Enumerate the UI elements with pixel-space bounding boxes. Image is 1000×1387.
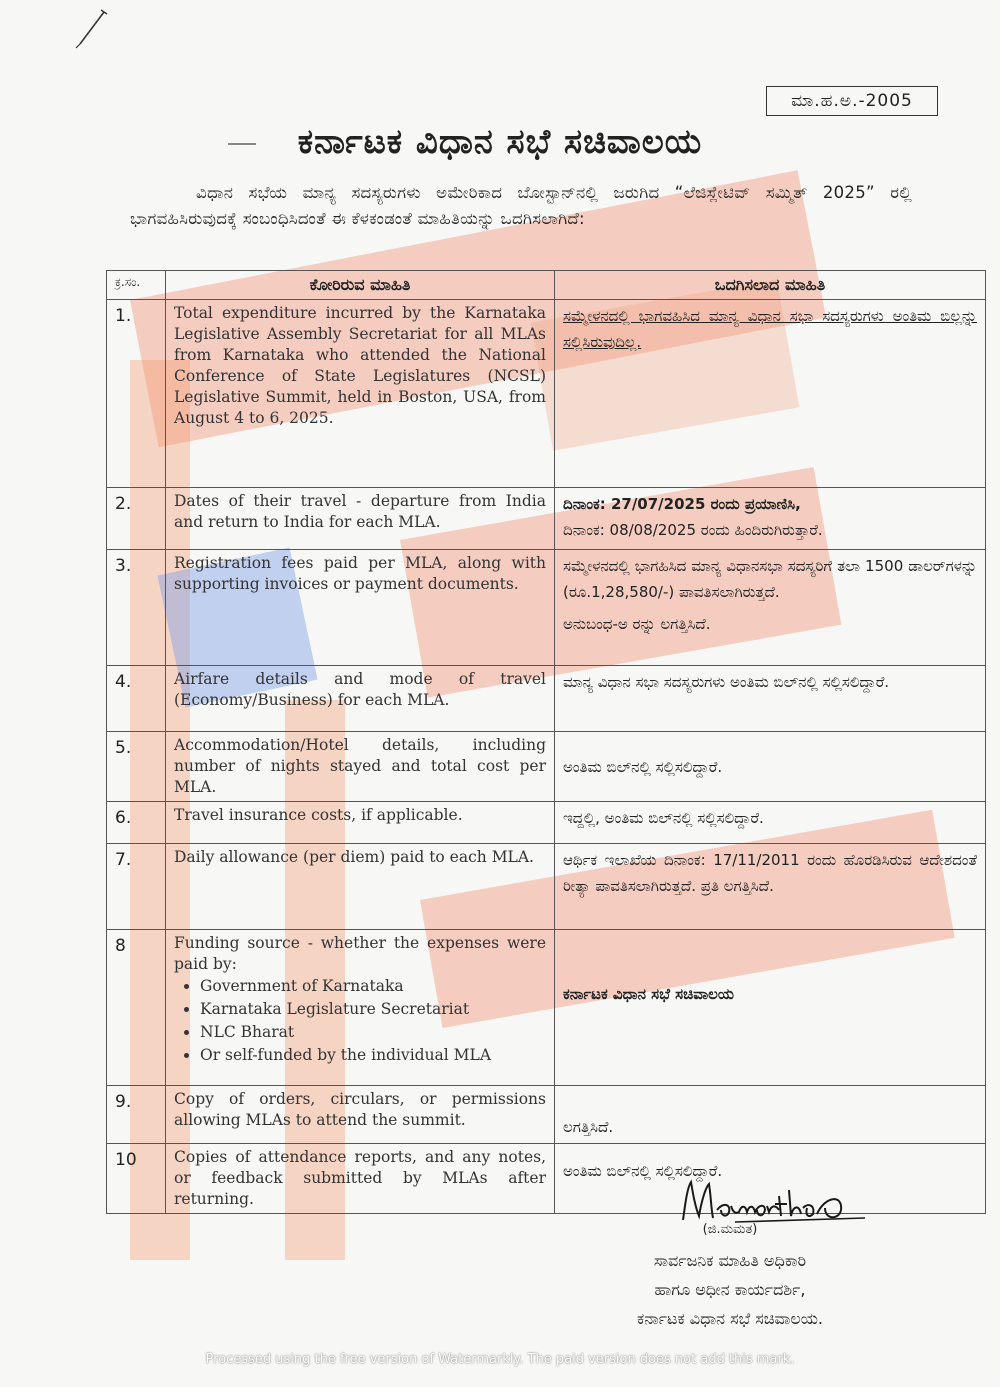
row-provided: ಸಮ್ಮೇಳನದಲ್ಲಿ ಭಾಗವಹಿಸಿದ ಮಾನ್ಯ ವಿಧಾನ ಸಭಾ ಸದಸ್ಯರುಗಳು ಅಂತಿಮ ಬಿಲ್ಲನ್ನು ಸಲ್ಲಿಸಿರುವುದಿಲ್ಲ. — [555, 300, 986, 488]
row-provided: ಅಂತಿಮ ಬಿಲ್‌ನಲ್ಲಿ ಸಲ್ಲಿಸಲಿದ್ದಾರೆ. — [555, 1144, 986, 1214]
row-requested: Dates of their travel - departure from India and return to India for each MLA. — [166, 488, 555, 550]
row-provided: ಇದ್ದಲ್ಲಿ, ಅಂತಿಮ ಬಿಲ್‌ನಲ್ಲಿ ಸಲ್ಲಿಸಲಿದ್ದಾರೆ. — [555, 802, 986, 844]
watermark-notice: Processed using the free version of Watermarkly. The paid version does not add this mark. — [205, 1352, 795, 1367]
provided-line: ದಿನಾಂಕ: 27/07/2025 ರಂದು ಪ್ರಯಾಣಿಸಿ, — [563, 495, 801, 513]
row-requested: Daily allowance (per diem) paid to each MLA. — [166, 844, 555, 930]
table-row — [107, 550, 986, 666]
row-sl: 4. — [107, 666, 166, 732]
funding-option: • NLC Bharat — [200, 1021, 546, 1044]
provided-line: ಅನುಬಂಧ-ಅ ರನ್ನು ಲಗತ್ತಿಸಿದೆ. — [563, 615, 711, 633]
table-row — [107, 732, 986, 802]
intro-paragraph: ವಿಧಾನ ಸಭೆಯ ಮಾನ್ಯ ಸದಸ್ಯರುಗಳು ಅಮೇರಿಕಾದ ಬೋಸ್ಟಾನ್‌ನಲ್ಲಿ ಜರುಗಿದ “ಲೆಜಿಸ್ಲೇಟಿವ್ ಸಮ್ಮಿತ್ 2025” ರಲ್ಲಿ ಭಾಗವಹಿಸಿರುವುದಕ್ಕೆ ಸಂಬಂಧಿಸಿದಂತೆ ಈ ಕೆಳಕಂಡಂತೆ ಮಾಹಿತಿಯನ್ನು ಒದಗಿಸಲಾಗಿದೆ: — [130, 183, 912, 228]
provided-line: ಸಮ್ಮೇಳನದಲ್ಲಿ ಭಾಗಹಿಸಿದ ಮಾನ್ಯ ವಿಧಾನಸಭಾ ಸದಸ್ಯರಿಗೆ ತಲಾ 1500 ಡಾಲರ್‌ಗಳನ್ನು (ರೂ.1,28,580/-) ಪಾವತಿಸಲಾಗಿರುತ್ತದೆ. — [563, 557, 977, 601]
pen-mark-icon — [74, 8, 114, 50]
designation-line: ಸಾರ್ವಜನಿಕ ಮಾಹಿತಿ ಅಧಿಕಾರಿ — [653, 1251, 807, 1270]
header-requested: ಕೋರಿರುವ ಮಾಹಿತಿ — [166, 271, 555, 300]
funding-option: • Government of Karnataka — [200, 975, 546, 998]
page-title: ಕರ್ನಾಟಕ ವಿಧಾನ ಸಭೆ ಸಚಿವಾಲಯ — [297, 122, 703, 162]
row-requested: Travel insurance costs, if applicable. — [166, 802, 555, 844]
funding-options-list — [174, 975, 546, 1067]
row-provided: ಲಗತ್ತಿಸಿದೆ. — [555, 1086, 986, 1144]
table-row — [107, 1086, 986, 1144]
information-table — [106, 270, 986, 1214]
row-requested — [166, 930, 555, 1086]
table-row — [107, 844, 986, 930]
header-sl: ಕ್ರ.ಸಂ. — [107, 271, 166, 300]
row-provided: ಮಾನ್ಯ ವಿಧಾನ ಸಭಾ ಸದಸ್ಯರುಗಳು ಅಂತಿಮ ಬಿಲ್‌ನಲ್ಲಿ ಸಲ್ಲಿಸಲಿದ್ದಾರೆ. — [555, 666, 986, 732]
provided-line: ದಿನಾಂಕ: 08/08/2025 ರಂದು ಹಿಂದಿರುಗಿರುತ್ತಾರೆ. — [563, 521, 823, 539]
row-sl: 1. — [107, 300, 166, 488]
handwritten-signature — [675, 1176, 875, 1226]
table-row — [107, 488, 986, 550]
signatory-name: (ಜಿ.ಮಮತ) — [702, 1222, 758, 1237]
row-requested: Copies of attendance reports, and any notes, or feedback submitted by MLAs after returning. — [166, 1144, 555, 1214]
row-requested: Total expenditure incurred by the Karnataka Legislative Assembly Secretariat for all MLAs from Karnataka who attended the National Conference of State Legislatures (NCSL) Legislative Summit, held in Boston, USA, from August 4 to 6, 2025. — [166, 300, 555, 488]
funding-option: • Karnataka Legislature Secretariat — [200, 998, 546, 1021]
row-sl: 8 — [107, 930, 166, 1086]
row-provided: ಕರ್ನಾಟಕ ವಿಧಾನ ಸಭೆ ಸಚಿವಾಲಯ — [555, 930, 986, 1086]
row-sl: 9. — [107, 1086, 166, 1144]
reference-number: ಮಾ.ಹ.ಅ.-2005 — [766, 86, 938, 116]
table-row — [107, 802, 986, 844]
table-row — [107, 300, 986, 488]
row-sl: 7. — [107, 844, 166, 930]
row-provided: ಆರ್ಥಿಕ ಇಲಾಖೆಯ ದಿನಾಂಕ: 17/11/2011 ರಂದು ಹೊರಡಿಸಿರುವ ಆದೇಶದಂತೆ ರೀತ್ಯಾ ಪಾವತಿಸಲಾಗಿರುತ್ತದೆ. ಪ್ರತಿ ಲಗತ್ತಿಸಿದೆ. — [555, 844, 986, 930]
row-sl: 6. — [107, 802, 166, 844]
table-row — [107, 930, 986, 1086]
row-provided — [555, 550, 986, 666]
row-sl: 2. — [107, 488, 166, 550]
row-requested: Accommodation/Hotel details, including number of nights stayed and total cost per MLA. — [166, 732, 555, 802]
row-sl: 10 — [107, 1144, 166, 1214]
funding-option: • Or self-funded by the individual MLA — [200, 1044, 546, 1067]
designation-line: ಹಾಗೂ ಅಧೀನ ಕಾರ್ಯದರ್ಶಿ, — [654, 1280, 806, 1299]
row-provided — [555, 488, 986, 550]
table-header-row — [107, 271, 986, 300]
row-sl: 5. — [107, 732, 166, 802]
row-requested: Registration fees paid per MLA, along with supporting invoices or payment documents. — [166, 550, 555, 666]
row-sl: 3. — [107, 550, 166, 666]
row-requested: Copy of orders, circulars, or permissions allowing MLAs to attend the summit. — [166, 1086, 555, 1144]
table-row — [107, 666, 986, 732]
header-provided: ಒದಗಿಸಲಾದ ಮಾಹಿತಿ — [555, 271, 986, 300]
funding-question: Funding source - whether the expenses were paid by: — [174, 934, 546, 973]
row-requested: Airfare details and mode of travel (Economy/Business) for each MLA. — [166, 666, 555, 732]
row-provided: ಅಂತಿಮ ಬಿಲ್‌ನಲ್ಲಿ ಸಲ್ಲಿಸಲಿದ್ದಾರೆ. — [555, 732, 986, 802]
designation-line: ಕರ್ನಾಟಕ ವಿಧಾನ ಸಭೆ ಸಚಿವಾಲಯ. — [637, 1309, 823, 1328]
